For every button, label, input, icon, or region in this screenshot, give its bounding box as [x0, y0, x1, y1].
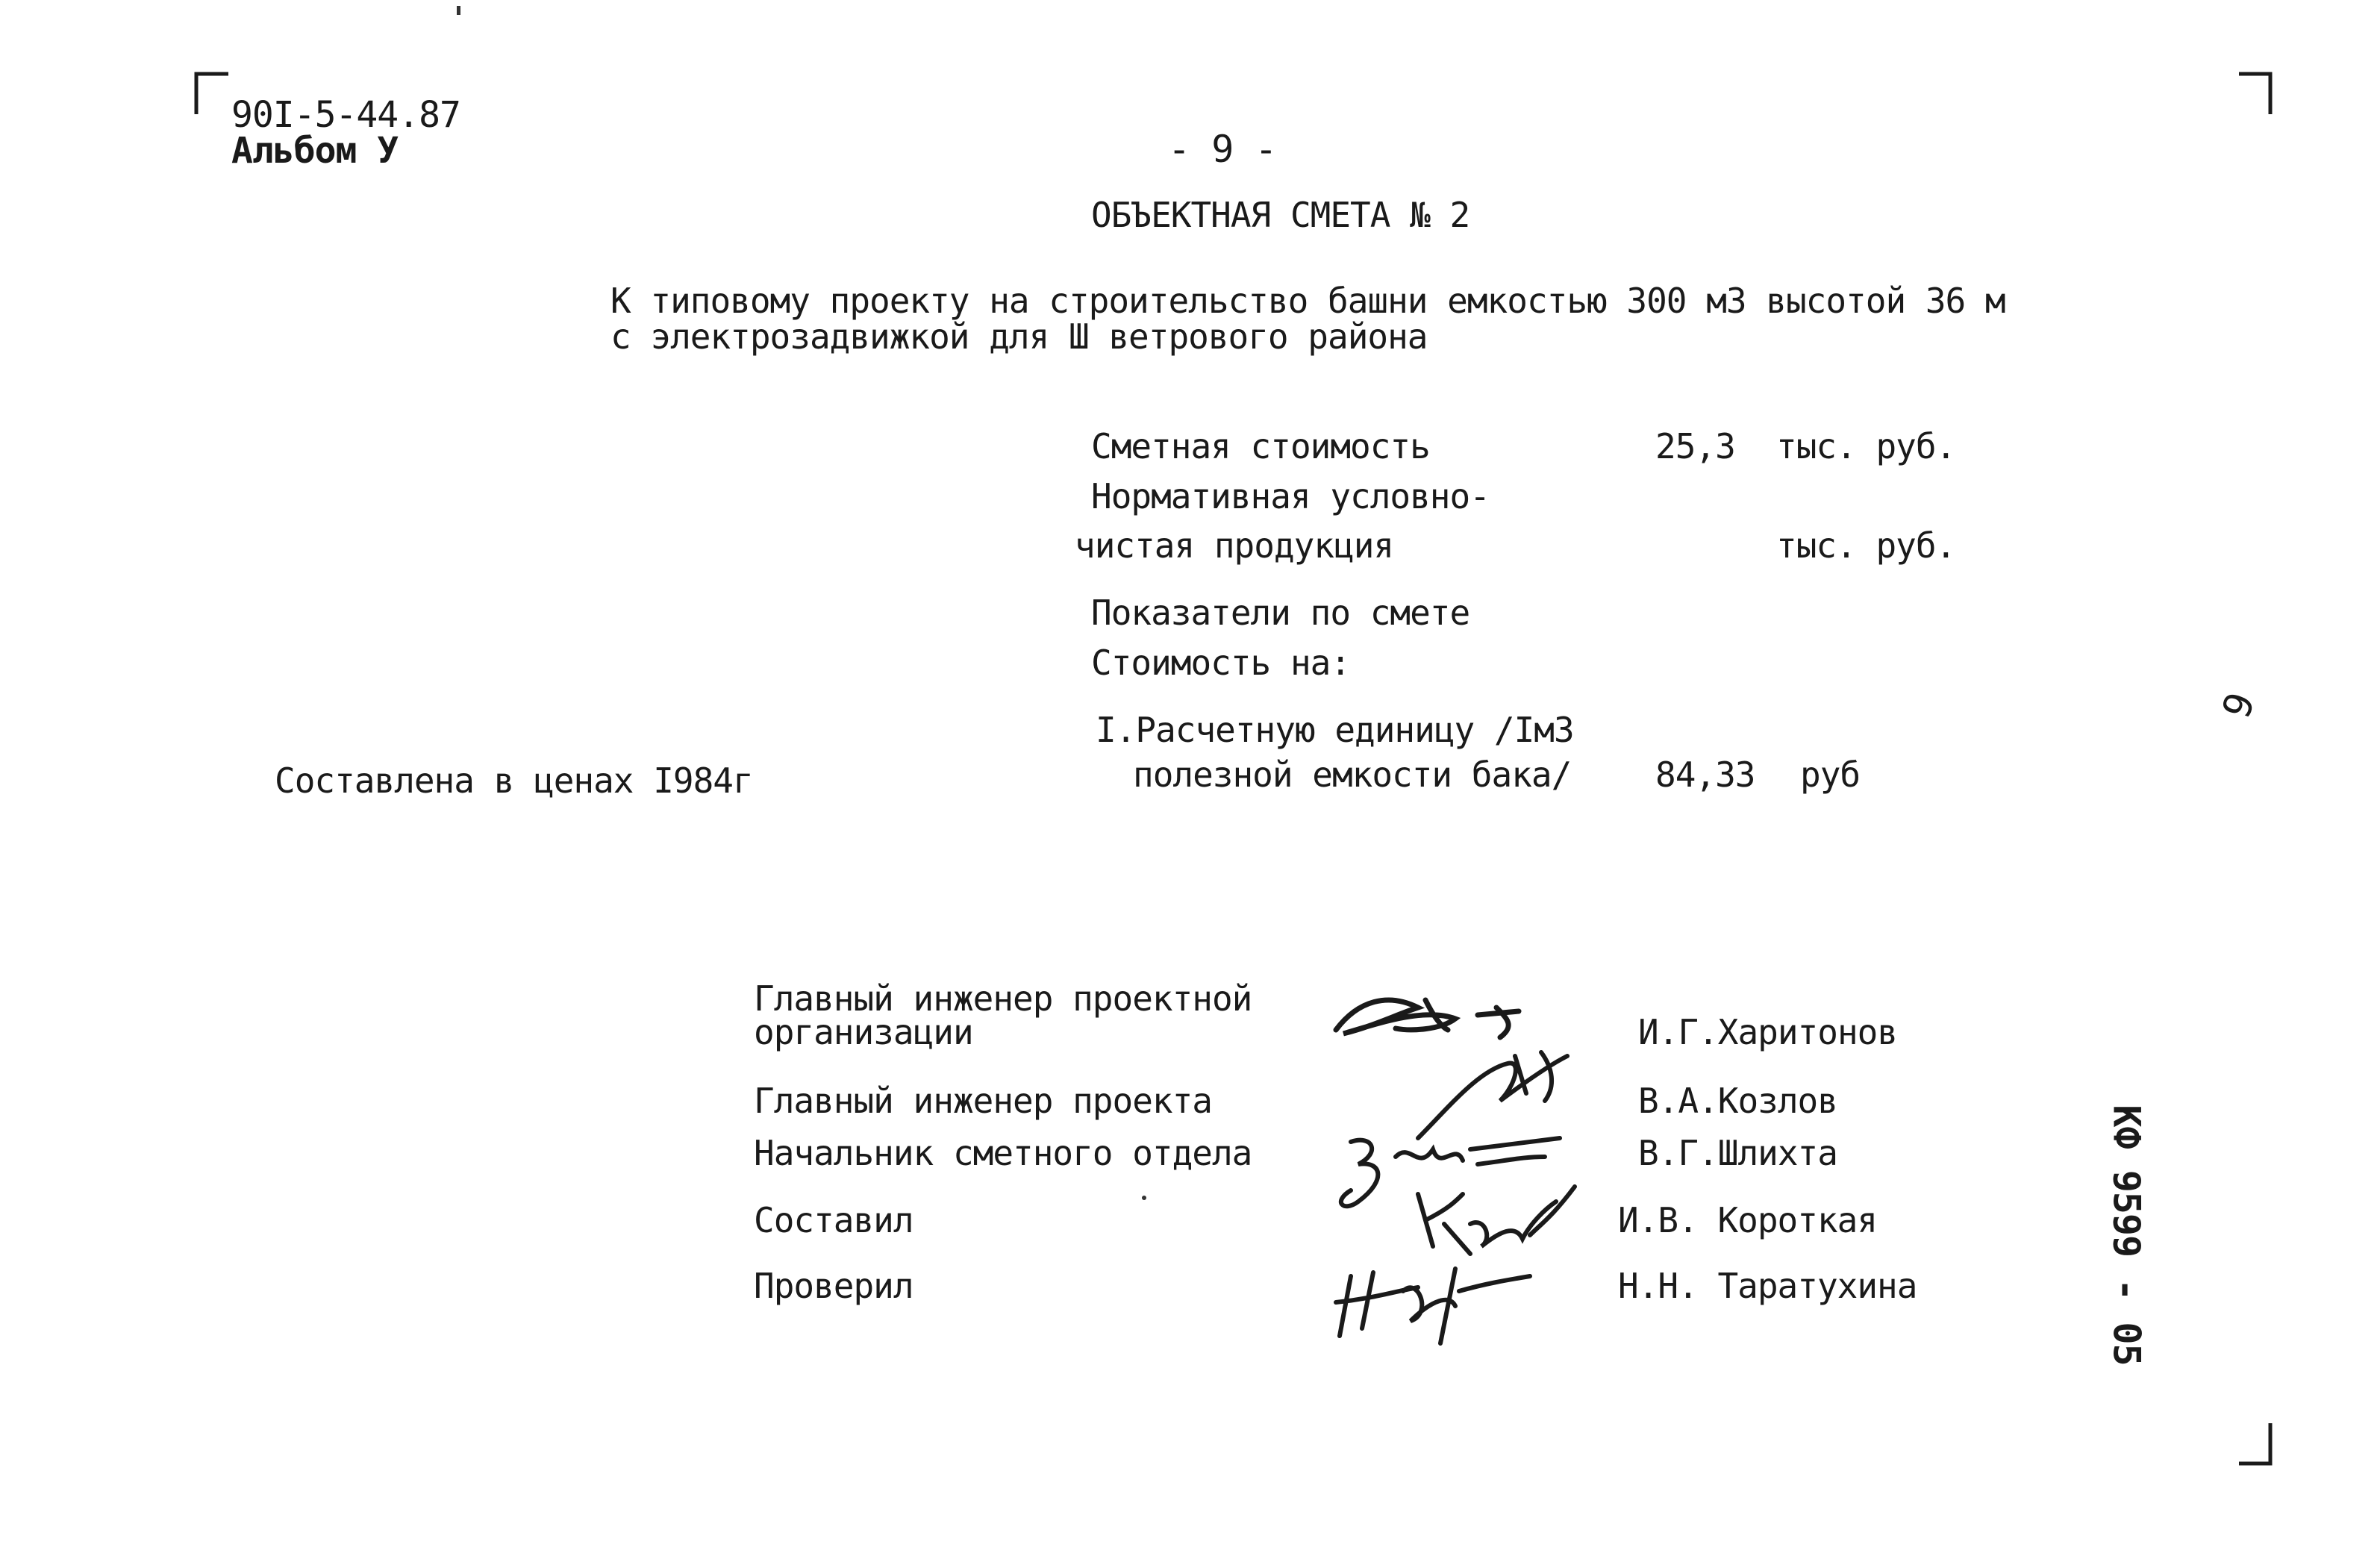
signatory-name-3: В.Г.Шлихта — [1638, 1133, 1837, 1173]
signatory-role-3: Начальник сметного отдела — [754, 1133, 1252, 1173]
unit-line-2: полезной емкости бака/ — [1133, 755, 1572, 795]
estimated-cost-label: Сметная стоимость — [1091, 426, 1430, 466]
signatory-role-4: Составил — [754, 1200, 913, 1240]
page-number: - 9 - — [1168, 128, 1277, 171]
corner-mark-bottom-right — [2237, 1422, 2275, 1467]
scan-speck — [1142, 1196, 1146, 1200]
corner-mark-top-right — [2237, 71, 2275, 116]
signatory-name-5: Н.Н. Таратухина — [1618, 1266, 1917, 1306]
document-title: ОБЪЕКТНАЯ СМЕТА № 2 — [1091, 195, 1470, 235]
normative-label-1: Нормативная условно- — [1091, 476, 1490, 516]
doc-code: 90I-5-44.87 — [231, 94, 460, 136]
estimated-cost-unit: тыс. руб. — [1776, 426, 1956, 466]
signature-kharitonov — [1328, 985, 1537, 1045]
unit-unit: руб — [1800, 755, 1861, 795]
indicators-label: Показатели по смете — [1091, 593, 1470, 633]
cost-for-label: Стоимость на: — [1091, 643, 1351, 683]
signatory-role-1a: Главный инженер проектной — [754, 978, 1252, 1019]
scan-speck — [457, 6, 460, 15]
unit-value: 84,33 — [1655, 755, 1755, 795]
normative-unit: тыс. руб. — [1776, 525, 1956, 566]
stamp-code: КФ 9599 - 05 — [2105, 1105, 2149, 1366]
unit-line-1: I.Расчетную единицу /Iм3 — [1096, 710, 1574, 750]
signatory-role-2: Главный инженер проекта — [754, 1081, 1212, 1121]
estimated-cost-value: 25,3 — [1655, 426, 1735, 466]
signatory-name-4: И.В. Короткая — [1618, 1200, 1878, 1240]
corner-mark-top-left — [194, 71, 231, 116]
subtitle-line-2: с электрозадвижкой для Ш ветрового района — [610, 316, 1428, 357]
handwritten-page-number: 9 — [2214, 687, 2264, 725]
signatory-role-1b: организации — [754, 1012, 973, 1052]
signatory-name-1: И.Г.Харитонов — [1638, 1012, 1898, 1052]
normative-label-2: чистая продукция — [1075, 525, 1394, 566]
signatory-role-5: Проверил — [754, 1266, 913, 1306]
signature-taratukhina — [1328, 1246, 1537, 1351]
signatory-name-2: В.А.Козлов — [1638, 1081, 1837, 1121]
prices-note: Составлена в ценах I984г — [275, 760, 753, 801]
album-label: Альбом У — [231, 130, 399, 172]
subtitle-line-1: К типовому проекту на строительство башни емкостью 300 м3 высотой 36 м — [610, 281, 2005, 321]
